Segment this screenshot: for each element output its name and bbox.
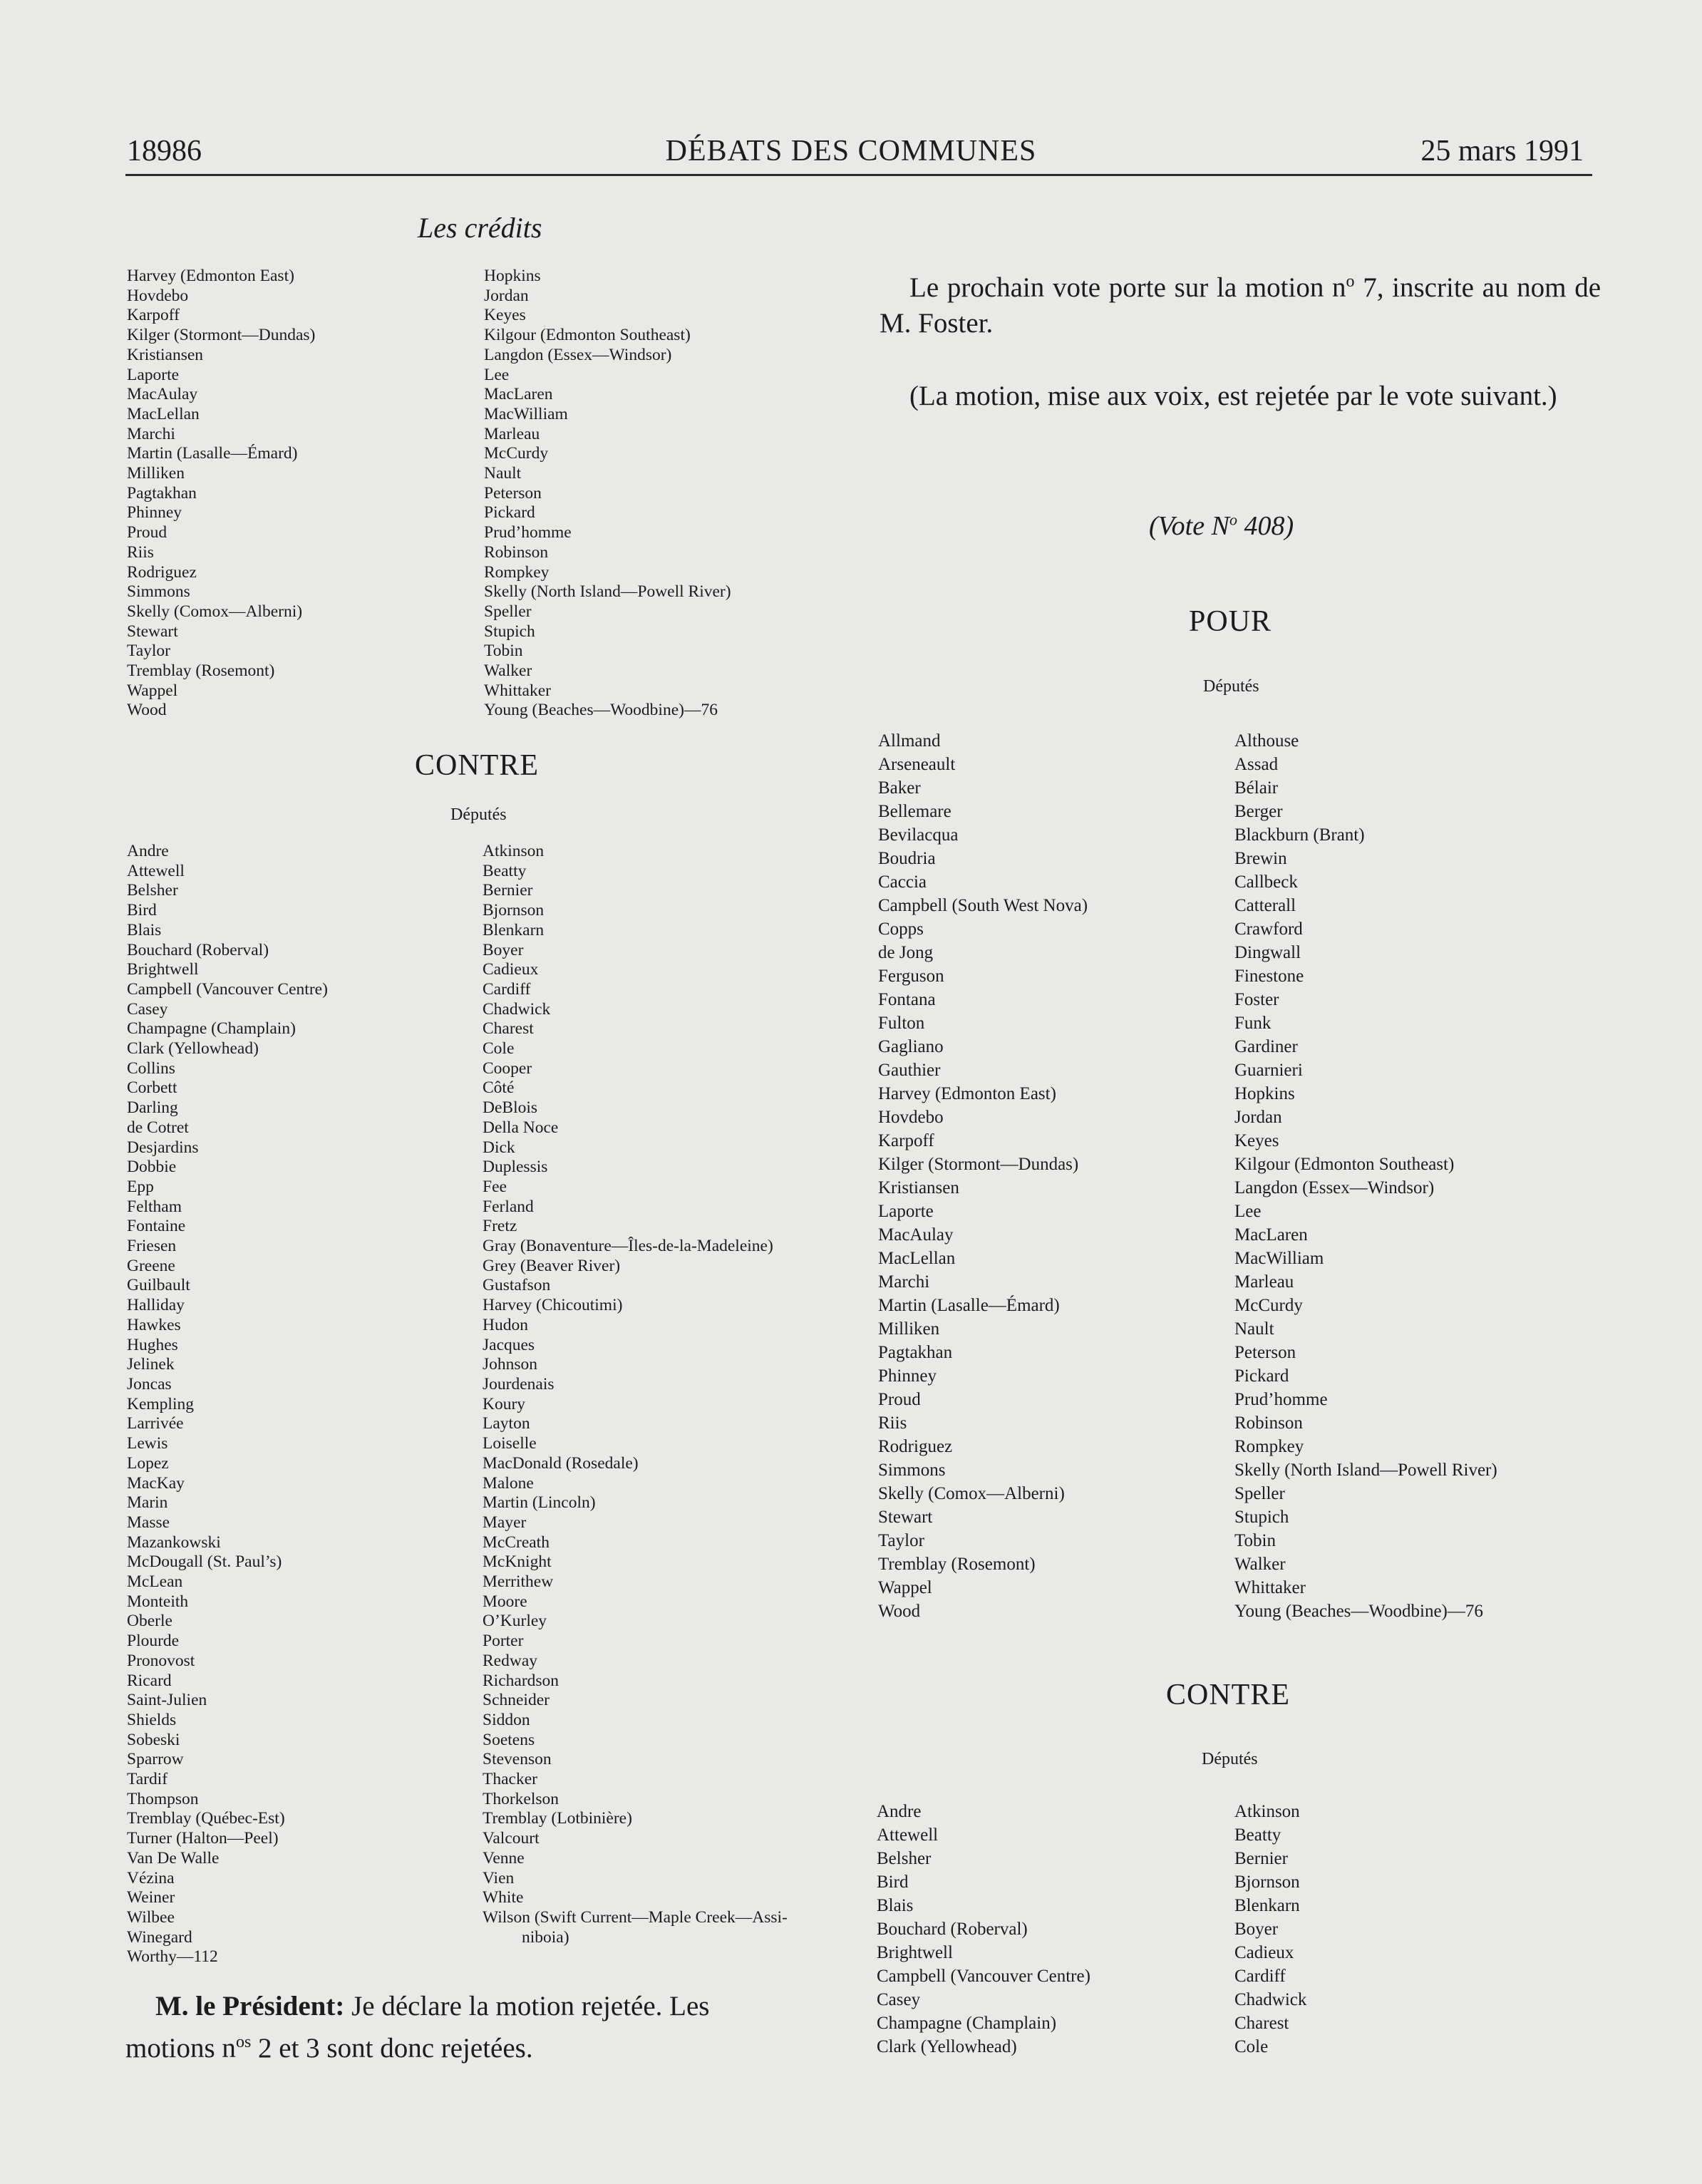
member-name: Clark (Yellowhead) <box>127 1039 259 1058</box>
member-name: Lee <box>484 365 510 384</box>
member-name: Skelly (Comox—Alberni) <box>127 602 303 621</box>
member-name: Rompkey <box>1234 1437 1304 1456</box>
member-name: Fretz <box>483 1217 517 1236</box>
president-text-3: 2 et 3 sont donc rejetées. <box>251 2033 533 2064</box>
member-name: Arseneault <box>878 755 956 774</box>
member-name: Turner (Halton—Peel) <box>127 1829 279 1848</box>
member-name: Johnson <box>483 1355 538 1374</box>
member-name: Van De Walle <box>127 1848 220 1868</box>
member-name: MacLaren <box>1234 1225 1308 1245</box>
member-name: Langdon (Essex—Windsor) <box>484 345 672 364</box>
member-name: Mayer <box>483 1513 527 1532</box>
left-top-names-col2 <box>484 267 731 721</box>
member-name: Walker <box>1234 1555 1286 1574</box>
member-name: Bird <box>127 901 157 920</box>
member-name: Jordan <box>484 286 529 305</box>
member-name: MacLaren <box>484 385 553 404</box>
member-name: Kilger (Stormont—Dundas) <box>127 326 316 345</box>
member-name: Jourdenais <box>483 1374 555 1394</box>
member-name: Stewart <box>878 1508 933 1527</box>
member-name: Champagne (Champlain) <box>877 2014 1057 2033</box>
member-name: Wappel <box>127 681 178 700</box>
member-name: Attewell <box>127 861 185 880</box>
member-name: Peterson <box>484 483 542 503</box>
pour-col1 <box>878 729 1088 1623</box>
member-name: Collins <box>127 1058 175 1078</box>
member-name: Weiner <box>127 1888 175 1907</box>
member-name: Shields <box>127 1710 177 1729</box>
member-name: Bjornson <box>1234 1873 1300 1892</box>
right-contre-col1 <box>877 1800 1090 2059</box>
member-name: Hopkins <box>1234 1084 1295 1103</box>
member-name: Milliken <box>127 464 185 483</box>
member-name: Laporte <box>878 1202 934 1221</box>
member-name: Malone <box>483 1473 534 1493</box>
president-sup: os <box>235 2033 252 2051</box>
member-name: Pronovost <box>127 1651 195 1670</box>
member-name: Lopez <box>127 1453 169 1473</box>
member-name: Funk <box>1234 1014 1272 1033</box>
member-name: Proud <box>878 1390 921 1409</box>
member-name: Wappel <box>878 1578 932 1597</box>
member-name: Robinson <box>484 542 549 562</box>
member-name: Kilgour (Edmonton Southeast) <box>1234 1155 1455 1174</box>
member-name: Feltham <box>127 1197 182 1216</box>
member-name: Kristiansen <box>878 1178 959 1197</box>
motion-sup: o <box>1346 272 1355 291</box>
member-name: Callbeck <box>1234 872 1298 892</box>
member-name: Cole <box>483 1039 515 1058</box>
member-name: Tardif <box>127 1770 168 1789</box>
member-name: Cadieux <box>483 960 539 979</box>
member-name: Koury <box>483 1394 526 1413</box>
member-name: Stupich <box>1234 1508 1289 1527</box>
member-name: Hovdebo <box>127 286 189 305</box>
member-name: Ferguson <box>878 967 944 986</box>
member-name: Tobin <box>1234 1531 1276 1550</box>
member-name: Simmons <box>127 582 190 602</box>
member-name: MacWilliam <box>1234 1249 1324 1268</box>
member-name: Andre <box>877 1802 922 1821</box>
pour-deputes-label: Députés <box>1203 677 1259 696</box>
member-name: Guarnieri <box>1234 1061 1303 1080</box>
member-name: Blackburn (Brant) <box>1234 825 1365 845</box>
member-name: Vézina <box>127 1868 175 1887</box>
member-name: MacAulay <box>878 1225 954 1245</box>
member-name: Young (Beaches—Woodbine)—76 <box>1234 1602 1483 1621</box>
member-name: Greene <box>127 1256 175 1275</box>
member-name: Taylor <box>878 1531 924 1550</box>
journal-title: DÉBATS DES COMMUNES <box>665 135 1037 168</box>
member-name: Catterall <box>1234 896 1296 915</box>
member-name: Sobeski <box>127 1730 180 1749</box>
member-name: MacAulay <box>127 385 198 404</box>
member-name: Sparrow <box>127 1750 184 1769</box>
member-name: Guilbault <box>127 1276 190 1295</box>
member-name: Marchi <box>127 424 175 443</box>
vote-text-a: (Vote N <box>1149 511 1229 541</box>
president-text-1: Je déclare la motion rejetée. Les <box>351 1991 710 2021</box>
member-name: Joncas <box>127 1374 172 1394</box>
member-name: Campbell (Vancouver Centre) <box>127 979 328 999</box>
member-name: Baker <box>878 778 921 798</box>
member-name: Brewin <box>1234 849 1287 868</box>
member-name: Boyer <box>483 940 524 959</box>
member-name: Porter <box>483 1632 524 1651</box>
member-name: Boudria <box>878 849 936 868</box>
member-name: Soetens <box>483 1730 535 1749</box>
vote-number <box>1149 510 1294 542</box>
member-name: Boyer <box>1234 1920 1279 1939</box>
member-name: Richardson <box>483 1671 559 1690</box>
member-name: Bélair <box>1234 778 1279 798</box>
member-name: Wood <box>878 1602 921 1621</box>
member-name: Fee <box>483 1177 507 1196</box>
member-name: Fontaine <box>127 1217 186 1236</box>
member-name: Dingwall <box>1234 943 1301 962</box>
member-name: Gauthier <box>878 1061 941 1080</box>
member-name: Hopkins <box>484 267 541 285</box>
member-name: Taylor <box>127 642 170 661</box>
member-name: Karpoff <box>127 306 180 325</box>
member-name: Moore <box>483 1592 527 1611</box>
member-name: Casey <box>877 1990 921 2009</box>
member-name: DeBlois <box>483 1098 538 1118</box>
member-name: Atkinson <box>1234 1802 1300 1821</box>
member-name: Andre <box>127 842 169 860</box>
member-name: Kristiansen <box>127 345 204 364</box>
member-name: Grey (Beaver River) <box>483 1256 621 1275</box>
member-name: Layton <box>483 1414 530 1433</box>
left-contre-col2 <box>483 842 788 1947</box>
pour-col2 <box>1234 729 1497 1623</box>
member-name: Tremblay (Québec-Est) <box>127 1809 285 1828</box>
member-name: Tremblay (Rosemont) <box>127 661 275 681</box>
member-name: Harvey (Edmonton East) <box>878 1084 1056 1103</box>
member-name: Plourde <box>127 1632 180 1651</box>
president-statement <box>125 1989 842 2066</box>
member-name: Nault <box>484 464 522 483</box>
member-name: Friesen <box>127 1237 177 1256</box>
member-name: MacKay <box>127 1473 185 1493</box>
member-name: Proud <box>127 523 167 542</box>
member-name: Nault <box>1234 1319 1274 1339</box>
member-name: Marleau <box>484 424 540 443</box>
member-name: Harvey (Edmonton East) <box>127 267 294 285</box>
member-name: Skelly (North Island—Powell River) <box>484 582 731 602</box>
member-name: Blais <box>877 1896 914 1915</box>
member-name: Belsher <box>127 881 178 900</box>
member-name: de Jong <box>878 943 934 962</box>
president-text-2: motions n <box>125 2033 236 2064</box>
member-name: Bouchard (Roberval) <box>127 940 269 959</box>
member-name: Schneider <box>483 1691 550 1710</box>
vote-sup: o <box>1229 510 1237 529</box>
member-name: Wood <box>127 701 167 720</box>
member-name: Phinney <box>878 1366 937 1386</box>
member-name: White <box>483 1888 524 1907</box>
member-name: Bevilacqua <box>878 825 959 845</box>
member-name: Riis <box>878 1413 907 1433</box>
member-name: Harvey (Chicoutimi) <box>483 1296 623 1315</box>
member-name: Bernier <box>483 881 533 900</box>
member-name: McLean <box>127 1572 183 1592</box>
member-name: Milliken <box>878 1319 940 1339</box>
member-name: Worthy—112 <box>127 1947 218 1967</box>
member-name: Kempling <box>127 1394 194 1413</box>
member-name: Karpoff <box>878 1131 934 1150</box>
member-name: Halliday <box>127 1296 185 1315</box>
section-subtitle: Les crédits <box>418 212 542 244</box>
member-name: Copps <box>878 920 924 939</box>
left-top-names-col1 <box>127 267 315 721</box>
member-name: Oberle <box>127 1612 172 1631</box>
member-name: Loiselle <box>483 1434 537 1453</box>
member-name: Casey <box>127 999 168 1019</box>
member-name: Hughes <box>127 1335 178 1354</box>
member-name: Tobin <box>484 642 523 661</box>
member-name: Hudon <box>483 1315 528 1334</box>
left-deputes-label: Députés <box>450 805 507 824</box>
header-rule <box>125 174 1592 176</box>
member-name: Siddon <box>483 1710 530 1729</box>
member-name: Cooper <box>483 1058 532 1078</box>
motion-paragraph <box>880 264 1601 341</box>
member-name: Tremblay (Lotbinière) <box>483 1809 632 1828</box>
right-deputes-label: Députés <box>1202 1750 1258 1768</box>
left-contre-heading: CONTRE <box>415 749 539 782</box>
member-name: Jordan <box>1234 1108 1282 1127</box>
member-name: MacLellan <box>127 404 200 423</box>
member-name: Fulton <box>878 1014 925 1033</box>
member-name: Martin (Lasalle—Émard) <box>878 1296 1060 1315</box>
member-name: Dick <box>483 1138 515 1157</box>
motion-text-b: 7, inscrite au nom de M. Foster. <box>880 272 1601 339</box>
member-name: Chadwick <box>483 999 551 1019</box>
member-name: Thompson <box>127 1789 199 1808</box>
vote-result-text: (La motion, mise aux voix, est rejetée par le vote suivant.) <box>909 381 1557 411</box>
member-name: Monteith <box>127 1592 189 1611</box>
member-name: McKnight <box>483 1552 552 1572</box>
member-name: Bjornson <box>483 901 545 920</box>
member-name: Walker <box>484 661 532 681</box>
member-name: Lewis <box>127 1434 168 1453</box>
member-name: Brightwell <box>127 960 199 979</box>
member-name: Pickard <box>1234 1366 1289 1386</box>
member-name: Fontana <box>878 990 936 1009</box>
member-name: Skelly (North Island—Powell River) <box>1234 1461 1497 1480</box>
vote-text-b: 408) <box>1237 511 1294 541</box>
member-name: Campbell (Vancouver Centre) <box>877 1967 1090 1986</box>
member-name: Cole <box>1234 2037 1269 2056</box>
member-name: Assad <box>1234 755 1279 774</box>
member-name: Marleau <box>1234 1272 1294 1292</box>
member-name: Stevenson <box>483 1750 552 1769</box>
member-name: Phinney <box>127 503 182 522</box>
member-name: Brightwell <box>877 1943 953 1962</box>
left-contre-col1 <box>127 842 328 1967</box>
member-name: Gustafson <box>483 1276 551 1295</box>
member-name: Vien <box>483 1868 515 1887</box>
member-name: Attewell <box>877 1825 939 1845</box>
member-name: Thacker <box>483 1770 537 1789</box>
member-name: Whittaker <box>1234 1578 1306 1597</box>
member-name: Speller <box>1234 1484 1285 1503</box>
member-name: Kilgour (Edmonton Southeast) <box>484 326 691 345</box>
member-name: Finestone <box>1234 967 1304 986</box>
member-name: Cadieux <box>1234 1943 1294 1962</box>
member-name: Beatty <box>1234 1825 1281 1845</box>
member-name: Gardiner <box>1234 1037 1298 1056</box>
member-name: Belsher <box>877 1849 932 1868</box>
member-name: Prud’homme <box>1234 1390 1328 1409</box>
president-label: M. le Président: <box>155 1991 345 2021</box>
member-name: Foster <box>1234 990 1279 1009</box>
member-name: Ferland <box>483 1197 534 1216</box>
member-name: McCreath <box>483 1533 550 1552</box>
member-name: McCurdy <box>1234 1296 1303 1315</box>
member-name: Keyes <box>484 306 526 325</box>
member-name: Charest <box>1234 2014 1289 2033</box>
member-name: Côté <box>483 1078 515 1098</box>
member-name: Langdon (Essex—Windsor) <box>1234 1178 1435 1197</box>
member-name: Dobbie <box>127 1158 177 1177</box>
member-name: Speller <box>484 602 532 621</box>
member-name: Champagne (Champlain) <box>127 1019 296 1039</box>
member-name: Althouse <box>1234 731 1299 751</box>
member-name: Winegard <box>127 1927 192 1947</box>
member-name: McCurdy <box>484 444 549 463</box>
member-name: Wilson (Swift Current—Maple Creek—Assi- <box>483 1907 788 1927</box>
member-name: Rodriguez <box>878 1437 953 1456</box>
member-name: Pickard <box>484 503 535 522</box>
member-name: Hovdebo <box>878 1108 944 1127</box>
member-name: Mazankowski <box>127 1533 221 1552</box>
member-name: Keyes <box>1234 1131 1279 1150</box>
right-contre-heading: CONTRE <box>1166 1679 1290 1711</box>
member-name: Gray (Bonaventure—Îles-de-la-Madeleine) <box>483 1237 773 1256</box>
member-name: Bird <box>877 1873 909 1892</box>
member-name: Saint-Julien <box>127 1691 207 1710</box>
member-name: Blais <box>127 920 162 939</box>
member-name: Tremblay (Rosemont) <box>878 1555 1036 1574</box>
member-name: Rodriguez <box>127 562 197 582</box>
member-name: Bouchard (Roberval) <box>877 1920 1028 1939</box>
member-name: Prud’homme <box>484 523 572 542</box>
member-name: Stewart <box>127 622 178 641</box>
member-name: Laporte <box>127 365 180 384</box>
member-name: Blenkarn <box>483 920 545 939</box>
motion-text-a: Le prochain vote porte sur la motion n <box>909 272 1346 303</box>
member-name: Crawford <box>1234 920 1303 939</box>
member-name: Charest <box>483 1019 534 1039</box>
pour-heading: POUR <box>1189 605 1272 638</box>
member-name: Ricard <box>127 1671 172 1690</box>
page-date: 25 mars 1991 <box>1420 135 1584 168</box>
member-name: Della Noce <box>483 1118 559 1137</box>
member-name: Pagtakhan <box>127 483 197 503</box>
member-name: Campbell (South West Nova) <box>878 896 1088 915</box>
member-name: Jelinek <box>127 1355 175 1374</box>
member-name: de Cotret <box>127 1118 189 1137</box>
member-name: Merrithew <box>483 1572 554 1592</box>
member-name: Stupich <box>484 622 535 641</box>
member-name: Martin (Lincoln) <box>483 1493 596 1513</box>
member-name: Bellemare <box>878 802 951 821</box>
member-name: Corbett <box>127 1078 177 1098</box>
member-name: Masse <box>127 1513 170 1532</box>
member-name: Desjardins <box>127 1138 199 1157</box>
member-name: Gagliano <box>878 1037 944 1056</box>
member-name: Marin <box>127 1493 168 1513</box>
member-name: Hawkes <box>127 1315 181 1334</box>
member-name: Allmand <box>878 731 941 751</box>
member-name: Darling <box>127 1098 178 1118</box>
member-name: Valcourt <box>483 1829 540 1848</box>
member-name: Thorkelson <box>483 1789 559 1808</box>
member-name: Jacques <box>483 1335 535 1354</box>
member-name: Martin (Lasalle—Émard) <box>127 444 298 463</box>
member-name: Rompkey <box>484 562 550 582</box>
right-contre-col2 <box>1234 1800 1306 2059</box>
member-name: Redway <box>483 1651 538 1670</box>
member-name: Caccia <box>878 872 927 892</box>
member-name: McDougall (St. Paul’s) <box>127 1552 282 1572</box>
member-name: Cardiff <box>483 979 531 999</box>
member-name: Kilger (Stormont—Dundas) <box>878 1155 1079 1174</box>
member-name: Cardiff <box>1234 1967 1286 1986</box>
member-name: Chadwick <box>1234 1990 1307 2009</box>
member-name: Bernier <box>1234 1849 1288 1868</box>
member-name: Whittaker <box>484 681 551 700</box>
member-name: Pagtakhan <box>878 1343 953 1362</box>
member-name: Peterson <box>1234 1343 1296 1362</box>
member-name: Marchi <box>878 1272 930 1292</box>
member-name: Clark (Yellowhead) <box>877 2037 1017 2056</box>
member-name: Beatty <box>483 861 527 880</box>
member-name: Epp <box>127 1177 154 1196</box>
member-name: Skelly (Comox—Alberni) <box>878 1484 1065 1503</box>
member-name: Berger <box>1234 802 1283 821</box>
member-name: Venne <box>483 1848 525 1868</box>
member-name: O’Kurley <box>483 1612 547 1631</box>
member-name: Blenkarn <box>1234 1896 1300 1915</box>
member-name: Lee <box>1234 1202 1262 1221</box>
page-number: 18986 <box>127 135 202 168</box>
member-name: Young (Beaches—Woodbine)—76 <box>484 701 718 720</box>
member-name: Atkinson <box>483 842 545 860</box>
member-name: niboia) <box>522 1927 569 1947</box>
vote-result-paragraph <box>880 378 1601 414</box>
member-name: Riis <box>127 542 154 562</box>
member-name: Robinson <box>1234 1413 1303 1433</box>
member-name: Duplessis <box>483 1158 548 1177</box>
member-name: MacLellan <box>878 1249 956 1268</box>
member-name: Simmons <box>878 1461 946 1480</box>
member-name: Larrivée <box>127 1414 184 1433</box>
member-name: Wilbee <box>127 1907 175 1927</box>
member-name: MacWilliam <box>484 404 568 423</box>
member-name: MacDonald (Rosedale) <box>483 1453 639 1473</box>
